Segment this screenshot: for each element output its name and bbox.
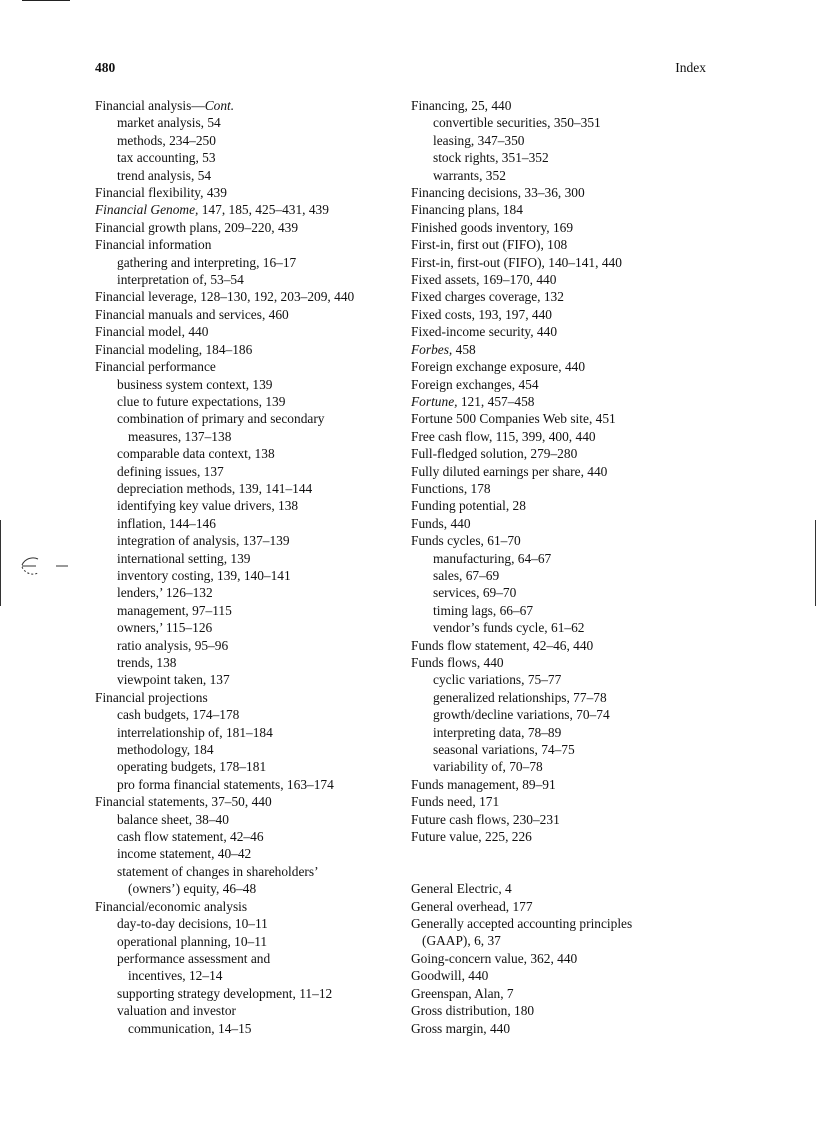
index-subentry — [95, 497, 400, 514]
entry-text: interrelationship of, 181–184 — [117, 724, 273, 740]
index-entry — [411, 776, 711, 793]
index-subentry — [95, 254, 400, 271]
entry-text: pro forma financial statements, 163–174 — [117, 776, 334, 792]
index-subentry — [95, 933, 400, 950]
entry-text: Financial model, 440 — [95, 324, 209, 340]
entry-text: General Electric, 4 — [411, 881, 512, 897]
index-entry — [411, 236, 711, 253]
entry-text: Financial performance — [95, 359, 216, 375]
index-entry — [95, 793, 400, 810]
index-subentry — [411, 114, 711, 131]
index-entry — [411, 811, 711, 828]
index-subentry — [411, 671, 711, 688]
entry-text: Funds, 440 — [411, 515, 471, 531]
index-entry — [411, 201, 711, 218]
entry-text: trends, 138 — [117, 655, 177, 670]
entry-text: operating budgets, 178–181 — [117, 759, 267, 775]
index-subentry — [95, 915, 400, 932]
index-entry — [411, 515, 711, 532]
index-subentry — [95, 863, 400, 880]
index-subentry — [95, 706, 400, 723]
index-subentry — [411, 932, 711, 949]
index-subentry — [95, 132, 400, 149]
italic-title: Financial Genome, — [95, 202, 199, 218]
index-entry — [411, 654, 711, 671]
index-entry — [411, 898, 711, 915]
entry-text: supporting strategy development, 11–12 — [117, 985, 333, 1001]
index-subentry — [95, 480, 400, 497]
entry-text: cyclic variations, 75–77 — [433, 672, 562, 688]
entry-text: performance assessment and — [117, 950, 271, 966]
index-entry — [411, 393, 711, 410]
index-entry — [411, 323, 711, 340]
running-head: Index — [675, 60, 706, 75]
index-entry — [95, 358, 400, 375]
entry-text: tax accounting, 53 — [117, 150, 216, 166]
index-subentry — [95, 828, 400, 845]
index-entry — [411, 358, 711, 375]
entry-text: incentives, 12–14 — [128, 968, 223, 984]
entry-text: owners,’ 115–126 — [117, 620, 213, 636]
entry-text: (GAAP), 6, 37 — [422, 933, 501, 949]
entry-text: Financing plans, 184 — [411, 202, 523, 218]
index-entry — [411, 271, 711, 288]
index-entry — [95, 236, 400, 253]
entry-text: Generally accepted accounting principles — [411, 916, 633, 932]
index-entry — [411, 463, 711, 480]
entry-text: services, 69–70 — [433, 585, 517, 601]
index-subentry — [411, 724, 711, 741]
entry-text: Funds flow statement, 42–46, 440 — [411, 637, 594, 653]
index-subentry — [411, 584, 711, 601]
entry-text: Financial modeling, 184–186 — [95, 341, 253, 357]
index-subentry — [95, 985, 400, 1002]
index-subentry — [95, 758, 400, 775]
entry-text: convertible securities, 350–351 — [433, 115, 601, 131]
entry-text: Goodwill, 440 — [411, 968, 489, 984]
entry-text: First-in, first out (FIFO), 108 — [411, 237, 568, 253]
entry-text: Full-fledged solution, 279–280 — [411, 446, 578, 462]
entry-text: defining issues, 137 — [117, 463, 224, 479]
index-subentry — [411, 741, 711, 758]
index-subentry — [95, 114, 400, 131]
entry-text: warrants, 352 — [433, 167, 506, 183]
entry-text: Financial flexibility, 439 — [95, 185, 227, 201]
entry-text: statement of changes in shareholders’ — [117, 863, 319, 879]
index-entry — [411, 480, 711, 497]
index-entry — [411, 376, 711, 393]
italic-title: Forbes, — [411, 341, 453, 357]
entry-text: Finished goods inventory, 169 — [411, 219, 574, 235]
entry-text: balance sheet, 38–40 — [117, 811, 229, 827]
page-number: 480 — [95, 60, 116, 75]
entry-text: General overhead, 177 — [411, 898, 533, 914]
index-entry — [411, 1002, 711, 1019]
entry-text: income statement, 40–42 — [117, 846, 252, 862]
index-entry — [411, 219, 711, 236]
registration-mark-icon — [0, 520, 70, 610]
index-entry — [411, 445, 711, 462]
entry-text: Free cash flow, 115, 399, 400, 440 — [411, 428, 596, 444]
index-subentry — [95, 619, 400, 636]
entry-text: Financial analysis— — [95, 98, 205, 113]
index-entry — [95, 219, 400, 236]
entry-text: timing lags, 66–67 — [433, 602, 534, 618]
index-subentry — [95, 584, 400, 601]
index-letter-gap — [411, 845, 711, 880]
index-subentry — [95, 967, 400, 984]
left-crop-rule — [0, 520, 1, 606]
entry-text: Greenspan, Alan, 7 — [411, 985, 514, 1001]
index-entry — [411, 184, 711, 201]
entry-text: methods, 234–250 — [117, 132, 216, 148]
entry-text: vendor’s funds cycle, 61–62 — [433, 620, 585, 636]
entry-text: interpreting data, 78–89 — [433, 724, 562, 740]
entry-text: sales, 67–69 — [433, 567, 500, 583]
entry-text: Fortune 500 Companies Web site, 451 — [411, 411, 616, 427]
index-subentry — [95, 654, 400, 671]
entry-text: market analysis, 54 — [117, 115, 221, 131]
entry-text: Foreign exchange exposure, 440 — [411, 359, 586, 375]
entry-text: gathering and interpreting, 16–17 — [117, 254, 297, 270]
entry-text: variability of, 70–78 — [433, 759, 543, 775]
index-subentry — [411, 132, 711, 149]
index-entry — [411, 341, 711, 358]
entry-text: Financial statements, 37–50, 440 — [95, 794, 272, 810]
index-column-left — [95, 97, 400, 1037]
italic-title: Fortune, — [411, 393, 458, 409]
entry-text: Funds management, 89–91 — [411, 776, 556, 792]
index-entry — [95, 341, 400, 358]
entry-text: combination of primary and secondary — [117, 411, 325, 427]
entry-text: Fixed charges coverage, 132 — [411, 289, 564, 305]
entry-text: Foreign exchanges, 454 — [411, 376, 539, 392]
entry-text: operational planning, 10–11 — [117, 933, 268, 949]
index-subentry — [95, 1020, 400, 1037]
entry-text: Gross distribution, 180 — [411, 1003, 535, 1019]
index-entry — [95, 898, 400, 915]
index-subentry — [95, 445, 400, 462]
index-subentry — [95, 637, 400, 654]
entry-text: viewpoint taken, 137 — [117, 672, 230, 688]
index-entry — [411, 828, 711, 845]
index-subentry — [95, 463, 400, 480]
index-column-right — [411, 97, 711, 1037]
entry-text: 121, 457–458 — [457, 393, 535, 409]
entry-text: leasing, 347–350 — [433, 132, 525, 148]
entry-text: Financial manuals and services, 460 — [95, 306, 289, 322]
entry-text: manufacturing, 64–67 — [433, 550, 552, 566]
entry-text: Financial leverage, 128–130, 192, 203–209, 440 — [95, 289, 355, 305]
entry-text: business system context, 139 — [117, 376, 273, 392]
entry-text: Funds need, 171 — [411, 794, 500, 810]
index-entry — [411, 1020, 711, 1037]
entry-text: cash budgets, 174–178 — [117, 707, 240, 723]
entry-text: Fixed-income security, 440 — [411, 324, 558, 340]
entry-text: Financing decisions, 33–36, 300 — [411, 185, 585, 201]
entry-text: Fixed assets, 169–170, 440 — [411, 272, 557, 288]
index-entry — [411, 428, 711, 445]
entry-text: Financial projections — [95, 689, 208, 705]
entry-text: Financing, 25, 440 — [411, 98, 512, 113]
entry-text: Fully diluted earnings per share, 440 — [411, 463, 608, 479]
entry-text: Funding potential, 28 — [411, 498, 526, 514]
index-entry — [95, 201, 400, 218]
entry-text: Financial/economic analysis — [95, 898, 248, 914]
entry-text: comparable data context, 138 — [117, 446, 275, 462]
entry-text: stock rights, 351–352 — [433, 150, 549, 166]
index-subentry — [411, 689, 711, 706]
index-subentry — [411, 706, 711, 723]
entry-text: Funds flows, 440 — [411, 655, 504, 670]
entry-text: Future value, 225, 226 — [411, 829, 532, 845]
index-subentry — [95, 741, 400, 758]
entry-text: trend analysis, 54 — [117, 167, 212, 183]
entry-text: generalized relationships, 77–78 — [433, 689, 607, 705]
index-entry — [411, 967, 711, 984]
index-entry — [411, 637, 711, 654]
index-subentry — [95, 671, 400, 688]
index-subentry — [95, 271, 400, 288]
top-crop-rule — [22, 0, 70, 1]
index-subentry — [95, 410, 400, 427]
index-entry — [95, 288, 400, 305]
entry-text: Future cash flows, 230–231 — [411, 811, 560, 827]
index-subentry — [95, 515, 400, 532]
entry-text: First-in, first-out (FIFO), 140–141, 440 — [411, 254, 622, 270]
index-subentry — [95, 776, 400, 793]
entry-text: ratio analysis, 95–96 — [117, 637, 229, 653]
index-entry — [95, 323, 400, 340]
entry-text: Fixed costs, 193, 197, 440 — [411, 306, 552, 322]
entry-text: Gross margin, 440 — [411, 1020, 511, 1036]
index-entry — [411, 532, 711, 549]
index-entry — [411, 985, 711, 1002]
index-subentry — [411, 758, 711, 775]
index-subentry — [411, 550, 711, 567]
index-entry — [95, 184, 400, 201]
index-entry — [95, 97, 400, 114]
entry-text: inflation, 144–146 — [117, 515, 216, 531]
entry-text: day-to-day decisions, 10–11 — [117, 916, 268, 932]
index-subentry — [411, 619, 711, 636]
index-entry — [411, 793, 711, 810]
entry-text: clue to future expectations, 139 — [117, 393, 286, 409]
entry-text: interpretation of, 53–54 — [117, 272, 244, 288]
entry-text: 458 — [452, 341, 476, 357]
entry-text: identifying key value drivers, 138 — [117, 498, 299, 514]
index-entry — [411, 410, 711, 427]
index-subentry — [95, 724, 400, 741]
entry-text: Going-concern value, 362, 440 — [411, 950, 578, 966]
entry-text: Funds cycles, 61–70 — [411, 533, 521, 549]
index-subentry — [95, 167, 400, 184]
index-subentry — [411, 602, 711, 619]
index-entry — [411, 306, 711, 323]
entry-text: 147, 185, 425–431, 439 — [198, 202, 329, 218]
entry-text: Financial information — [95, 237, 212, 253]
index-entry — [411, 254, 711, 271]
index-subentry — [95, 880, 400, 897]
index-subentry — [95, 1002, 400, 1019]
index-subentry — [95, 602, 400, 619]
entry-text: lenders,’ 126–132 — [117, 585, 213, 601]
entry-text: international setting, 139 — [117, 550, 251, 566]
index-entry — [411, 288, 711, 305]
index-subentry — [95, 532, 400, 549]
index-subentry — [411, 167, 711, 184]
entry-text: Functions, 178 — [411, 480, 491, 496]
entry-text: (owners’) equity, 46–48 — [128, 881, 257, 897]
index-subentry — [95, 550, 400, 567]
entry-text: seasonal variations, 74–75 — [433, 742, 575, 758]
index-subentry — [95, 950, 400, 967]
index-entry — [411, 497, 711, 514]
index-subentry — [95, 845, 400, 862]
index-subentry — [411, 567, 711, 584]
index-entry — [411, 915, 711, 932]
entry-text: depreciation methods, 139, 141–144 — [117, 480, 313, 496]
index-entry — [95, 689, 400, 706]
index-subentry — [411, 149, 711, 166]
index-subentry — [95, 428, 400, 445]
index-entry — [95, 306, 400, 323]
entry-text: valuation and investor — [117, 1003, 236, 1019]
index-subentry — [95, 149, 400, 166]
entry-text: Financial growth plans, 209–220, 439 — [95, 219, 299, 235]
entry-text: cash flow statement, 42–46 — [117, 829, 264, 845]
entry-text: management, 97–115 — [117, 602, 232, 618]
index-subentry — [95, 811, 400, 828]
index-entry — [411, 97, 711, 114]
index-entry — [411, 950, 711, 967]
continued-label: Cont. — [204, 98, 235, 113]
entry-text: integration of analysis, 137–139 — [117, 533, 290, 549]
entry-text: communication, 14–15 — [128, 1020, 252, 1036]
entry-text: growth/decline variations, 70–74 — [433, 707, 610, 723]
entry-text: methodology, 184 — [117, 742, 214, 758]
index-subentry — [95, 376, 400, 393]
index-entry — [411, 880, 711, 897]
entry-text: inventory costing, 139, 140–141 — [117, 567, 291, 583]
entry-text: measures, 137–138 — [128, 428, 232, 444]
index-subentry — [95, 393, 400, 410]
index-subentry — [95, 567, 400, 584]
